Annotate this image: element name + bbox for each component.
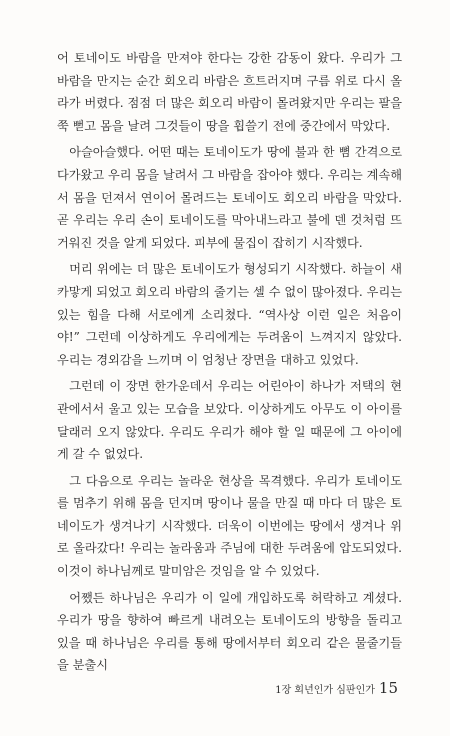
paragraph-5: 그 다음으로 우리는 놀라운 현상을 목격했다. 우리가 토네이도를 멈추기 위해 몸을 던지며 땅이나 물을 만질 때 마다 더 많은 토네이도가 생겨나기 시작했다. 더욱이 이번에는 땅에서 생겨나 위로 올라갔다! 우리는 놀라움과 주님에 대한 두려움에 압도되었다. 이것이 하나님께로 말미암은 것임을 알 수 있었다. bbox=[57, 473, 402, 579]
body-text bbox=[57, 47, 402, 677]
paragraph-2: 아슬아슬했다. 어떤 때는 토네이도가 땅에 불과 한 뼘 간격으로 다가왔고 우리 몸을 날려서 그 바람을 잡아야 했다. 우리는 계속해서 몸을 던져서 연이어 몰려드는 토네이도 회오리 바람을 막았다. 곧 우리는 우리 손이 토네이도를 막아내느라고 불에 덴 것처럼 뜨거워진 것을 알게 되었다. 피부에 물집이 잡히기 시작했다. bbox=[57, 145, 402, 250]
chapter-label: 1장 회년인가 심판인가 bbox=[275, 685, 375, 696]
page-number: 15 bbox=[378, 679, 398, 697]
paragraph-3: 머리 위에는 더 많은 토네이도가 형성되기 시작했다. 하늘이 새카맣게 되었고 회오리 바람의 줄기는 셀 수 없이 많아졌다. 우리는 있는 힘을 다해 서로에게 소리쳤다. “역사상 이런 일은 처음이야!” 그런데 이상하게도 우리에게는 두려움이 느껴지지 않았다. 우리는 경외감을 느끼며 이 엄청난 장면을 대하고 있었다. bbox=[57, 262, 402, 367]
paragraph-4: 그런데 이 장면 한가운데서 우리는 어린아이 하나가 저택의 현관에서서 울고 있는 모습을 보았다. 이상하게도 아무도 이 아이를 달래러 오지 않았다. 우리도 우리가 해야 할 일 때문에 그 아이에게 갈 수 없었다. bbox=[57, 379, 402, 462]
paragraph-6: 어쨌든 하나님은 우리가 이 일에 개입하도록 허락하고 계셨다. 우리가 땅을 향하여 빠르게 내려오는 토네이도의 방향을 돌리고 있을 때 하나님은 우리를 통해 땅에서부터 회오리 같은 물줄기들을 분출시 bbox=[57, 590, 402, 673]
page-footer bbox=[275, 678, 398, 697]
paragraph-1: 어 토네이도 바람을 만져야 한다는 강한 감동이 왔다. 우리가 그 바람을 만지는 순간 회오리 바람은 흐트러지며 구름 위로 다시 올라가 버렸다. 점점 더 많은 회오리 바람이 몰려왔지만 우리는 팔을 쭉 뻗고 몸을 날려 그것들이 땅을 휩쓸기 전에 중간에서 막았다. bbox=[57, 51, 402, 133]
